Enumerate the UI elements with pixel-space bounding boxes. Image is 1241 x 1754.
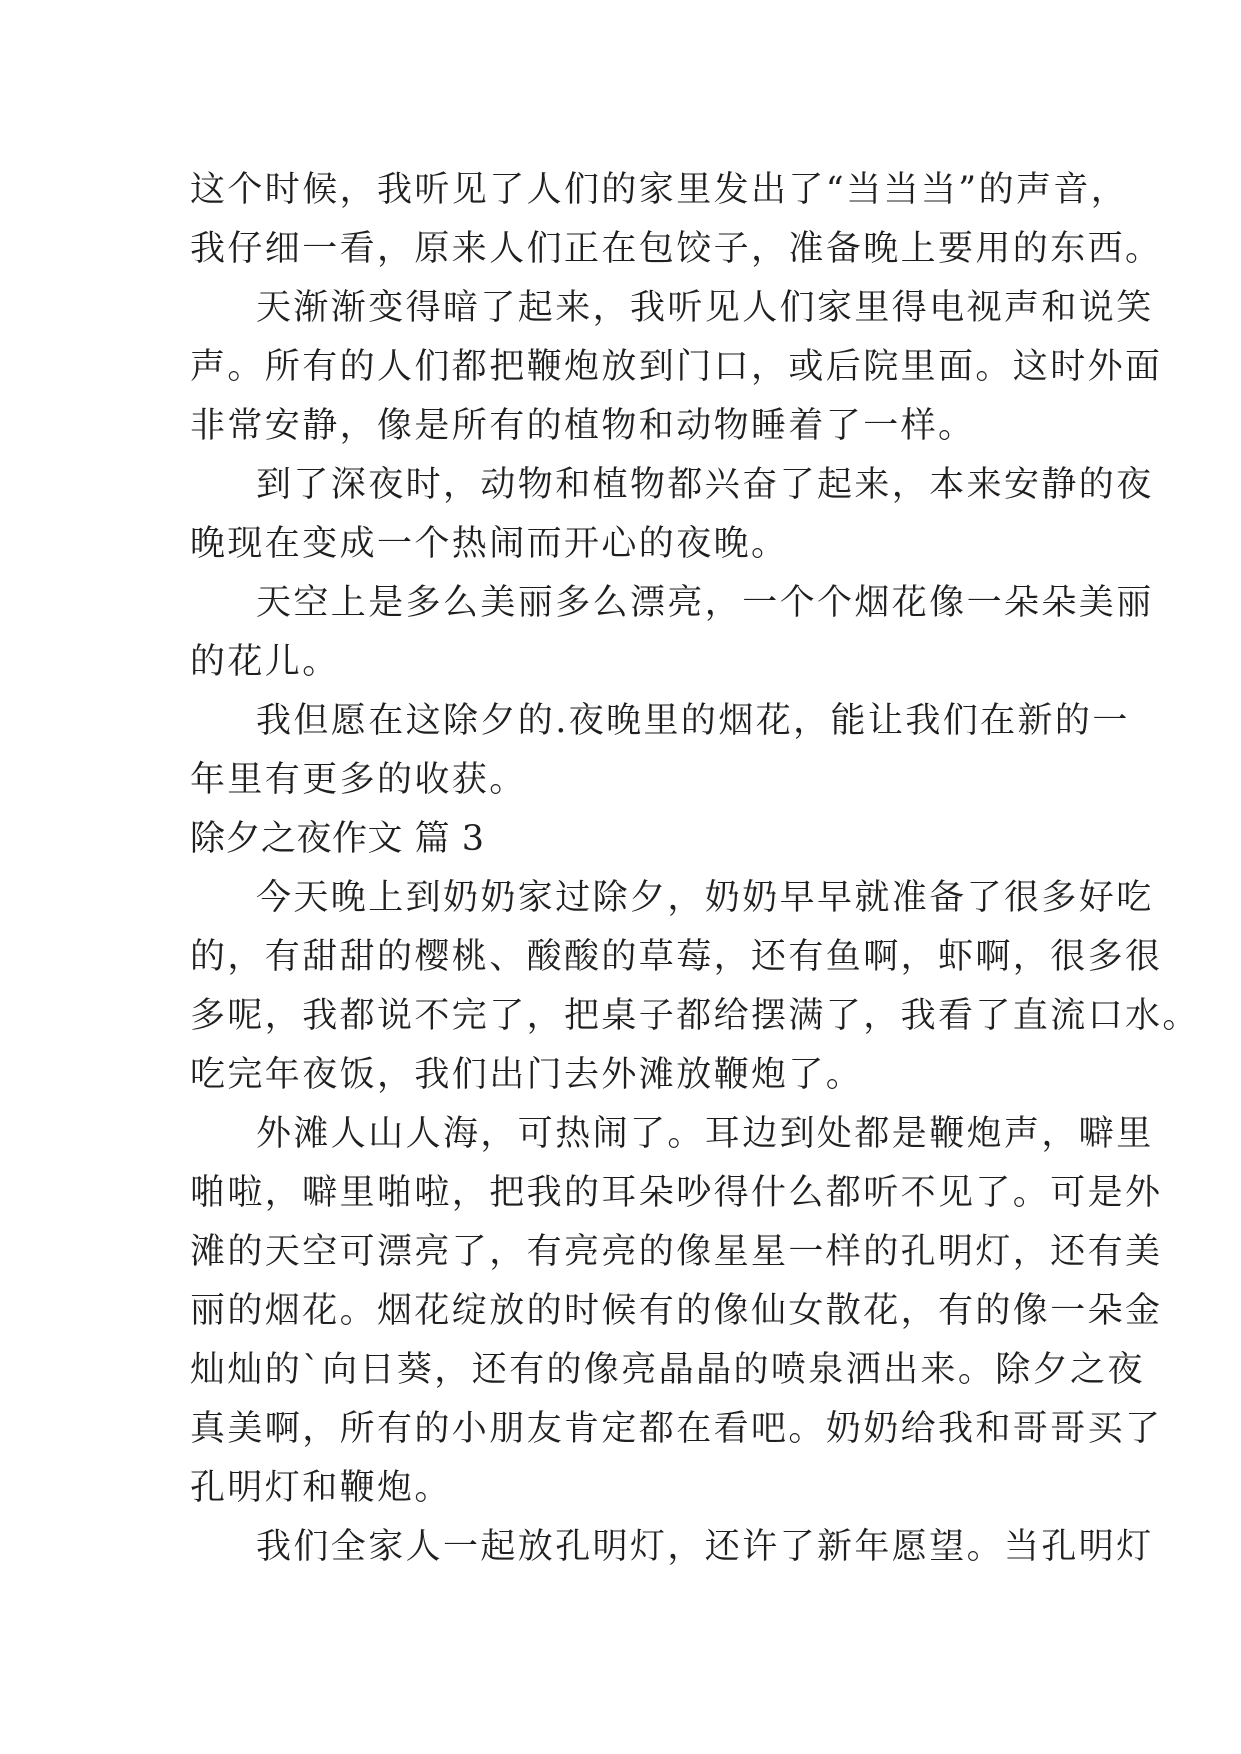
paragraph-first-line: 我但愿在这除夕的.夜晚里的烟花，能让我们在新的一 xyxy=(256,701,1130,741)
text-line: 多呢，我都说不完了，把桌子都给摆满了，我看了直流口水。 xyxy=(190,996,1200,1036)
text-line: 真美啊，所有的小朋友肯定都在看吧。奶奶给我和哥哥买了 xyxy=(190,1409,1163,1449)
paragraph-first-line: 我们全家人一起放孔明灯，还许了新年愿望。当孔明灯 xyxy=(256,1527,1154,1567)
paragraph-first-line: 天空上是多么美丽多么漂亮，一个个烟花像一朵朵美丽 xyxy=(256,583,1154,623)
text-line: 声。所有的人们都把鞭炮放到门口，或后院里面。这时外面 xyxy=(190,347,1163,387)
text-line: 年里有更多的收获。 xyxy=(190,760,527,800)
text-line: 这个时候，我听见了人们的家里发出了“当当当”的声音， xyxy=(190,170,1129,210)
text-line: 的花儿。 xyxy=(190,642,340,682)
text-line: 丽的烟花。烟花绽放的时候有的像仙女散花，有的像一朵金 xyxy=(190,1291,1163,1331)
section-heading: 除夕之夜作文 篇 3 xyxy=(190,819,485,859)
paragraph-first-line: 到了深夜时，动物和植物都兴奋了起来，本来安静的夜 xyxy=(256,465,1154,505)
paragraph-first-line: 外滩人山人海，可热闹了。耳边到处都是鞭炮声，噼里 xyxy=(256,1114,1154,1154)
text-line: 非常安静，像是所有的植物和动物睡着了一样。 xyxy=(190,406,976,446)
text-line: 吃完年夜饭，我们出门去外滩放鞭炮了。 xyxy=(190,1055,864,1095)
text-line: 我仔细一看，原来人们正在包饺子，准备晚上要用的东西。 xyxy=(190,229,1163,269)
text-line: 孔明灯和鞭炮。 xyxy=(190,1468,452,1508)
text-line: 灿灿的`向日葵，还有的像亮晶晶的喷泉洒出来。除夕之夜 xyxy=(190,1350,1145,1390)
text-line: 晚现在变成一个热闹而开心的夜晚。 xyxy=(190,524,789,564)
paragraph-first-line: 天渐渐变得暗了起来，我听见人们家里得电视声和说笑 xyxy=(256,288,1154,328)
paragraph-first-line: 今天晚上到奶奶家过除夕，奶奶早早就准备了很多好吃 xyxy=(256,878,1154,918)
text-line: 滩的天空可漂亮了，有亮亮的像星星一样的孔明灯，还有美 xyxy=(190,1232,1163,1272)
text-line: 啪啦，噼里啪啦，把我的耳朵吵得什么都听不见了。可是外 xyxy=(190,1173,1163,1213)
text-line: 的，有甜甜的樱桃、酸酸的草莓，还有鱼啊，虾啊，很多很 xyxy=(190,937,1163,977)
